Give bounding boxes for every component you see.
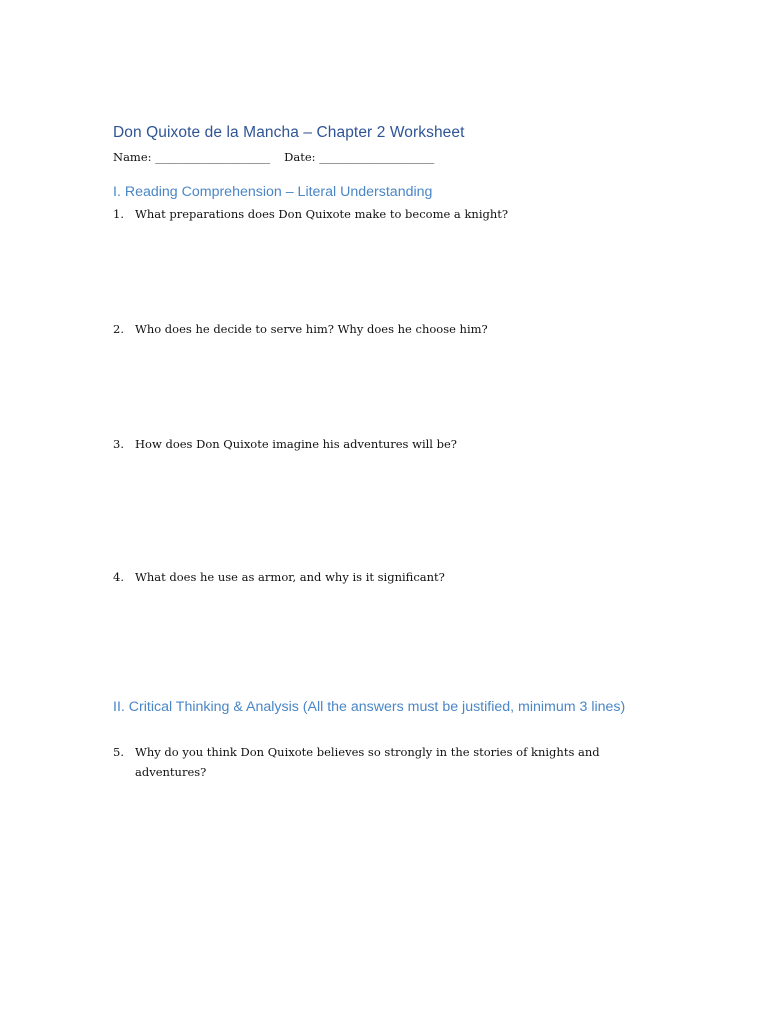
question-text: Who does he decide to serve him? Why does he choose him? — [135, 322, 488, 336]
worksheet-title: Don Quixote de la Mancha – Chapter 2 Worksheet — [113, 124, 465, 141]
question-item — [113, 434, 633, 454]
question-item — [113, 319, 633, 339]
section-heading-reading-comprehension: I. Reading Comprehension – Literal Understanding — [113, 184, 433, 200]
question-number: 4. — [113, 570, 124, 584]
name-field: Name: ____________________ — [113, 150, 271, 164]
question-item — [113, 567, 633, 587]
question-number: 2. — [113, 322, 124, 336]
question-number: 1. — [113, 207, 124, 221]
question-text: How does Don Quixote imagine his adventures will be? — [135, 437, 457, 451]
question-number: 5. — [113, 745, 124, 759]
question-number: 3. — [113, 437, 124, 451]
date-field: Date: ____________________ — [284, 150, 435, 164]
question-item — [113, 204, 633, 224]
question-text: What preparations does Don Quixote make to become a knight? — [135, 207, 509, 221]
question-text: Why do you think Don Quixote believes so strongly in the stories of knights and adventures? — [135, 745, 600, 779]
name-date-line — [113, 150, 434, 164]
question-item — [113, 742, 613, 782]
section-heading-critical-thinking: II. Critical Thinking & Analysis (All the answers must be justified, minimum 3 lines) — [113, 699, 626, 715]
question-text: What does he use as armor, and why is it significant? — [135, 570, 445, 584]
